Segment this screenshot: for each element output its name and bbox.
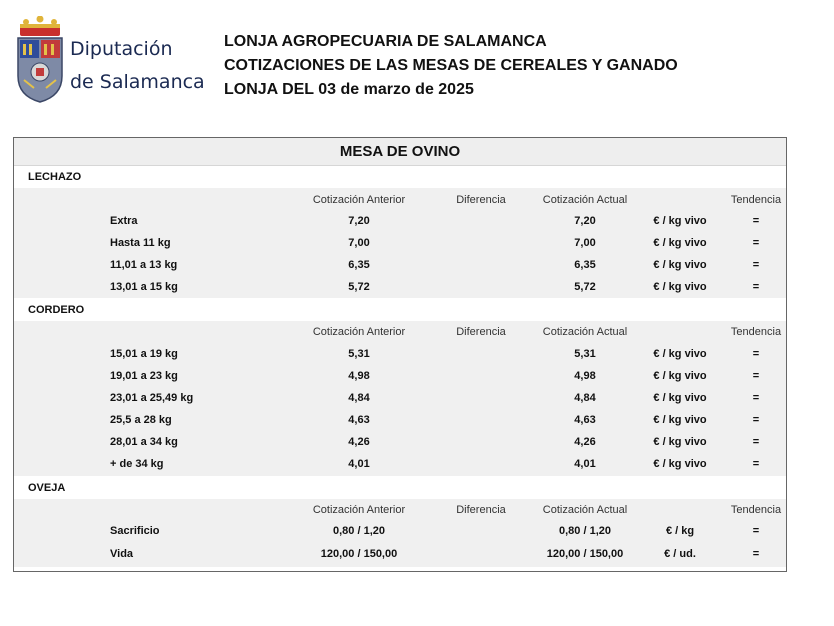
row-tendencia: = xyxy=(752,259,760,271)
col-header-tendencia: Tendencia xyxy=(730,194,782,206)
row-actual: 4,98 xyxy=(574,370,596,382)
row-label: 15,01 a 19 kg xyxy=(110,348,178,360)
section-title-cordero: CORDERO xyxy=(28,304,85,316)
row-unidad: € / kg xyxy=(665,525,695,537)
row-actual: 7,00 xyxy=(574,237,596,249)
col-header-diferencia: Diferencia xyxy=(456,326,506,338)
table-title: MESA DE OVINO xyxy=(14,138,786,166)
row-label: Sacrificio xyxy=(110,525,160,537)
row-actual: 4,26 xyxy=(574,436,596,448)
col-header-actual: Cotización Actual xyxy=(542,194,628,206)
col-header-actual: Cotización Actual xyxy=(542,504,628,516)
row-actual: 4,63 xyxy=(574,414,596,426)
row-anterior: 4,98 xyxy=(348,370,370,382)
diputacion-logo xyxy=(14,16,205,106)
row-actual: 120,00 / 150,00 xyxy=(546,548,624,560)
row-unidad: € / kg vivo xyxy=(653,414,707,426)
row-label: 25,5 a 28 kg xyxy=(110,414,172,426)
row-anterior: 7,00 xyxy=(348,237,370,249)
row-actual: 4,01 xyxy=(574,458,596,470)
heading-line-2: COTIZACIONES DE LAS MESAS DE CEREALES Y GANADO xyxy=(224,57,678,74)
row-anterior: 0,80 / 1,20 xyxy=(333,525,385,537)
col-header-diferencia: Diferencia xyxy=(456,194,506,206)
row-unidad: € / kg vivo xyxy=(653,237,707,249)
row-anterior: 6,35 xyxy=(348,259,370,271)
col-header-tendencia: Tendencia xyxy=(730,326,782,338)
row-actual: 0,80 / 1,20 xyxy=(559,525,611,537)
row-tendencia: = xyxy=(752,525,760,537)
row-anterior: 7,20 xyxy=(348,215,370,227)
col-header-diferencia: Diferencia xyxy=(456,504,506,516)
row-unidad: € / kg vivo xyxy=(653,458,707,470)
row-label: Vida xyxy=(110,548,134,560)
row-unidad: € / kg vivo xyxy=(653,370,707,382)
document-heading xyxy=(224,30,678,102)
row-tendencia: = xyxy=(752,215,760,227)
row-anterior: 4,01 xyxy=(348,458,370,470)
col-header-tendencia: Tendencia xyxy=(730,504,782,516)
col-header-actual: Cotización Actual xyxy=(542,326,628,338)
row-unidad: € / kg vivo xyxy=(653,392,707,404)
row-tendencia: = xyxy=(752,458,760,470)
row-actual: 7,20 xyxy=(574,215,596,227)
row-anterior: 4,84 xyxy=(348,392,370,404)
row-tendencia: = xyxy=(752,414,760,426)
row-actual: 4,84 xyxy=(574,392,596,404)
coat-of-arms-icon xyxy=(14,16,66,104)
row-tendencia: = xyxy=(752,370,760,382)
row-anterior: 4,26 xyxy=(348,436,370,448)
row-label: 23,01 a 25,49 kg xyxy=(110,392,194,404)
row-unidad: € / kg vivo xyxy=(653,281,707,293)
row-anterior: 4,63 xyxy=(348,414,370,426)
heading-line-3: LONJA DEL 03 de marzo de 2025 xyxy=(224,81,474,98)
row-unidad: € / kg vivo xyxy=(653,259,707,271)
row-label: 28,01 a 34 kg xyxy=(110,436,178,448)
row-unidad: € / kg vivo xyxy=(653,215,707,227)
row-label: + de 34 kg xyxy=(110,458,164,470)
logo-text-line2: de Salamanca xyxy=(70,71,205,93)
row-unidad: € / ud. xyxy=(664,548,696,560)
row-actual: 5,31 xyxy=(574,348,596,360)
row-tendencia: = xyxy=(752,237,760,249)
row-tendencia: = xyxy=(752,436,760,448)
row-label: Hasta 11 kg xyxy=(110,237,171,249)
logo-text-line1: Diputación xyxy=(70,38,173,60)
heading-line-1: LONJA AGROPECUARIA DE SALAMANCA xyxy=(224,33,547,50)
row-anterior: 120,00 / 150,00 xyxy=(320,548,398,560)
row-label: Extra xyxy=(110,215,138,227)
row-actual: 6,35 xyxy=(574,259,596,271)
row-unidad: € / kg vivo xyxy=(653,348,707,360)
mesa-ovino-table xyxy=(13,137,787,572)
row-tendencia: = xyxy=(752,281,760,293)
row-label: 11,01 a 13 kg xyxy=(110,259,178,271)
row-unidad: € / kg vivo xyxy=(653,436,707,448)
section-title-oveja: OVEJA xyxy=(28,482,66,494)
col-header-anterior: Cotización Anterior xyxy=(312,194,406,206)
row-tendencia: = xyxy=(752,548,760,560)
row-label: 19,01 a 23 kg xyxy=(110,370,178,382)
row-label: 13,01 a 15 kg xyxy=(110,281,178,293)
section-title-lechazo: LECHAZO xyxy=(28,171,82,183)
row-actual: 5,72 xyxy=(574,281,596,293)
row-tendencia: = xyxy=(752,348,760,360)
row-anterior: 5,72 xyxy=(348,281,370,293)
col-header-anterior: Cotización Anterior xyxy=(312,326,406,338)
row-tendencia: = xyxy=(752,392,760,404)
row-anterior: 5,31 xyxy=(348,348,370,360)
col-header-anterior: Cotización Anterior xyxy=(312,504,406,516)
